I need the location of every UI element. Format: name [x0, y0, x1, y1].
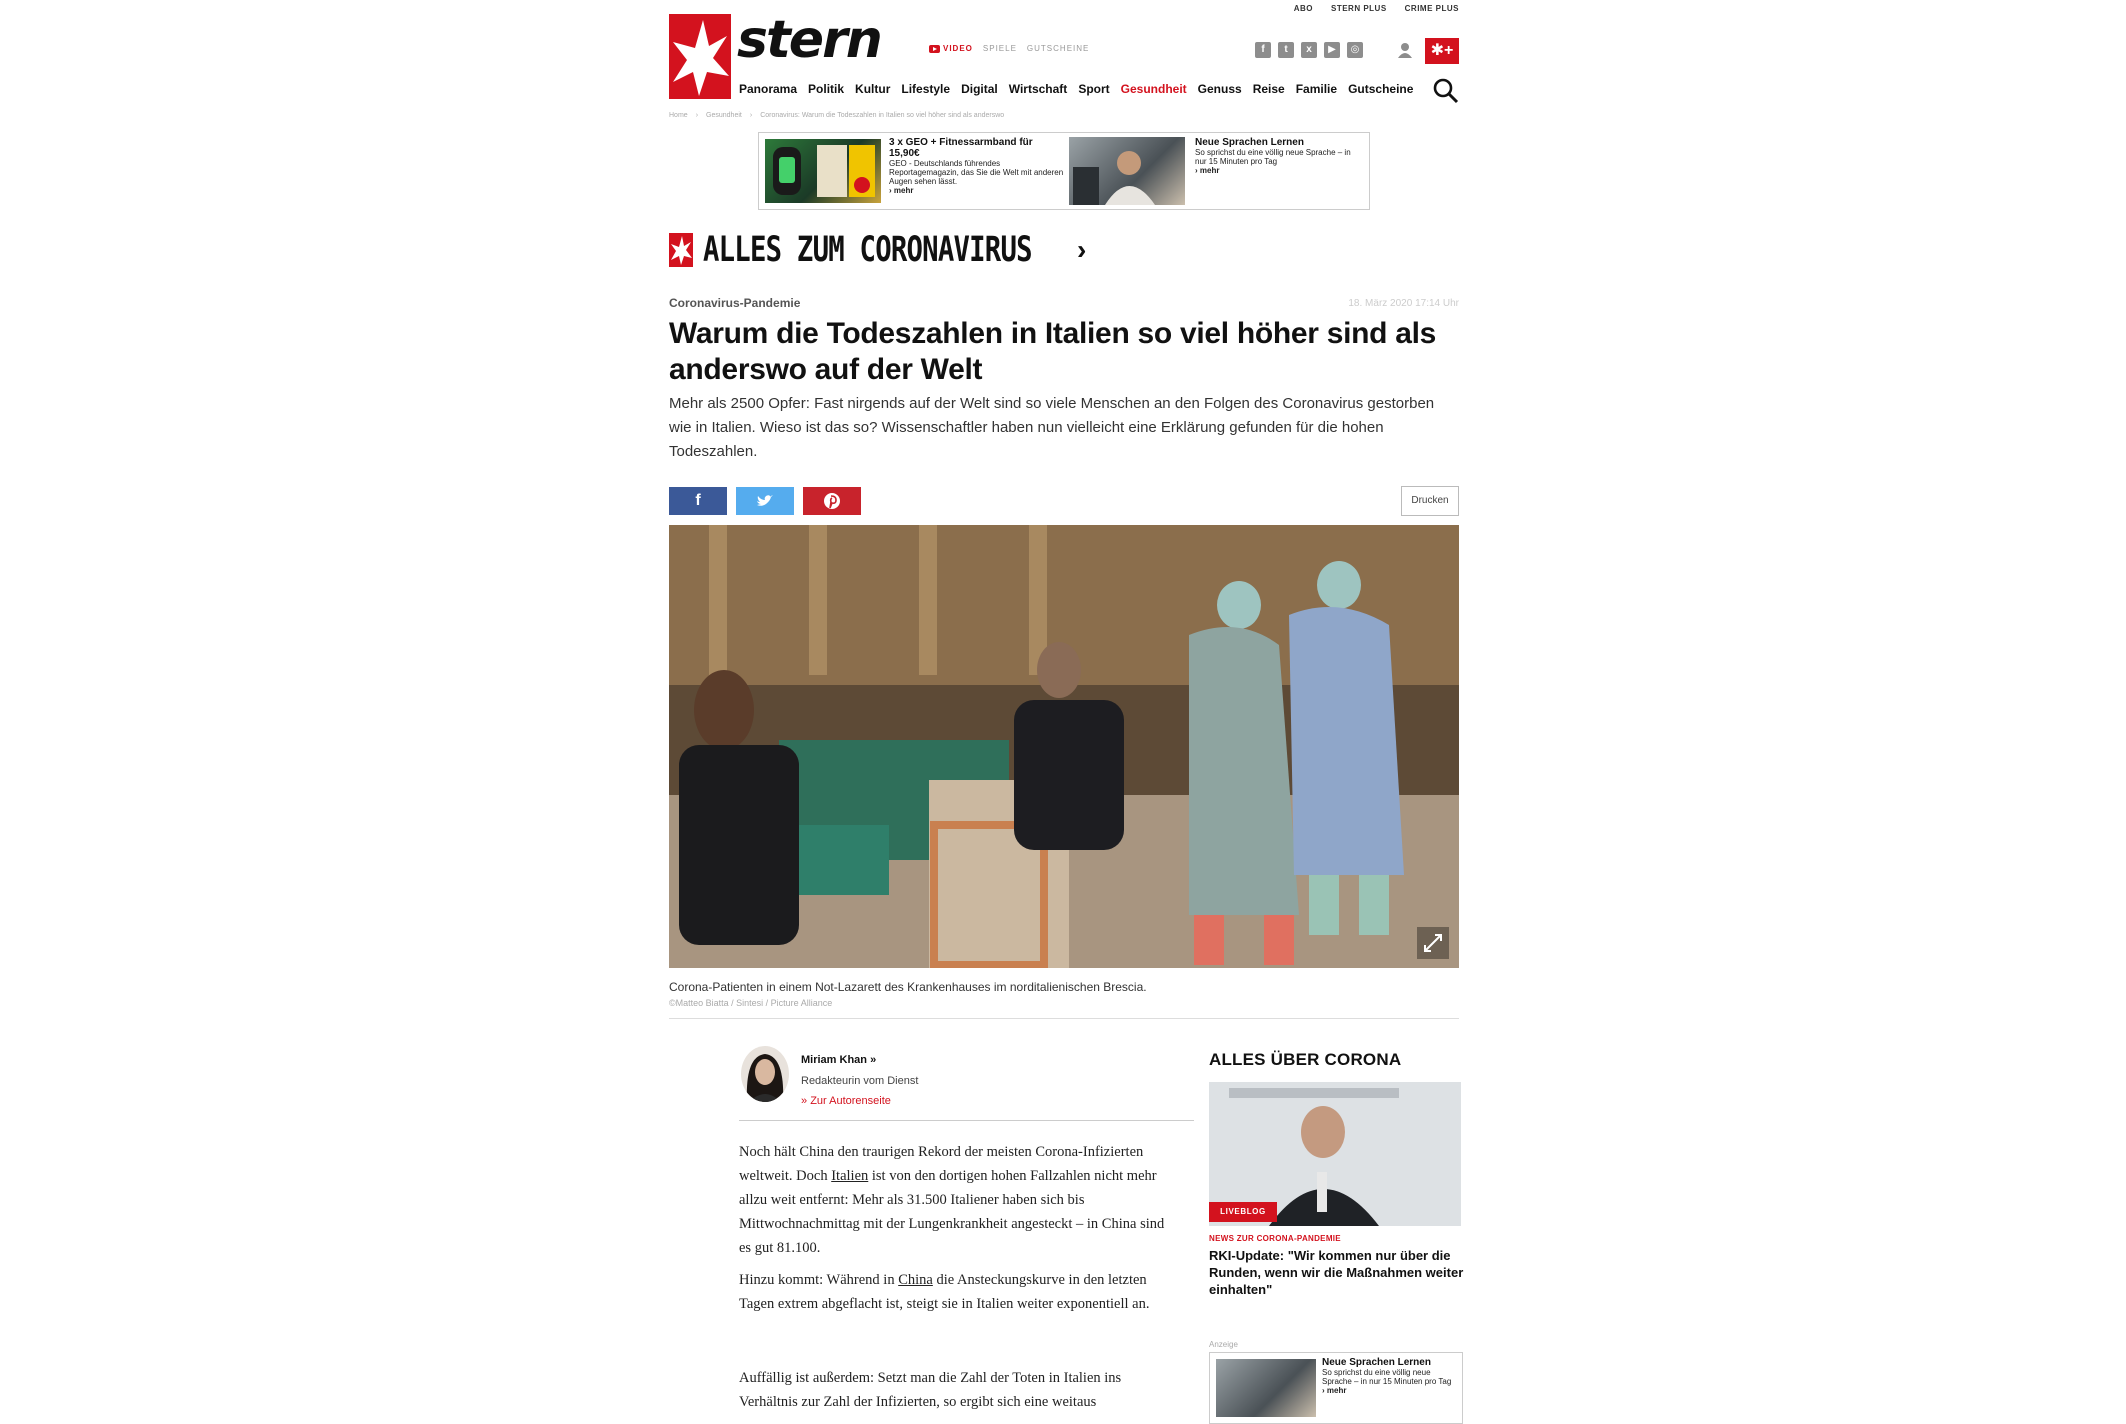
- nav-wirtschaft[interactable]: Wirtschaft: [1008, 82, 1068, 96]
- ad-right-title: Neue Sprachen Lernen: [1195, 137, 1304, 148]
- nav-familie[interactable]: Familie: [1295, 82, 1338, 96]
- user-icon[interactable]: [1397, 42, 1413, 58]
- geo-ad-image: [765, 139, 881, 203]
- nav-lifestyle[interactable]: Lifestyle: [901, 82, 951, 96]
- breadcrumb: Home › Gesundheit › Coronavirus: Warum die Todeszahlen in Italien so viel höher sind als anderswo: [669, 112, 1005, 119]
- nav-gutscheine[interactable]: Gutscheine: [1348, 82, 1414, 96]
- stern-plus-icon[interactable]: ✱+: [1425, 38, 1459, 64]
- article-teaser: Mehr als 2500 Opfer: Fast nirgends auf der Welt sind so viele Menschen an den Folgen des Coronavirus gestorben wie in Italien. Wieso ist das so? Wissenschaftler haben nun vielleicht eine Erklärung gefunden für die hohen Todeszahlen.: [669, 395, 1435, 460]
- facebook-share-button[interactable]: f: [669, 487, 727, 515]
- twitter-icon[interactable]: t: [1278, 42, 1294, 58]
- instagram-icon[interactable]: ◎: [1347, 42, 1363, 58]
- sidebar-ad-more[interactable]: › mehr: [1322, 1386, 1347, 1395]
- image-credit: ©Matteo Biatta / Sintesi / Picture Alliance: [669, 998, 833, 1008]
- nav-panorama[interactable]: Panorama: [739, 82, 798, 96]
- article-date: 18. März 2020 17:14 Uhr: [1348, 298, 1459, 309]
- author-name[interactable]: Miriam Khan »: [801, 1054, 877, 1066]
- nav-kultur[interactable]: Kultur: [855, 82, 891, 96]
- link-italien[interactable]: Italien: [831, 1168, 869, 1184]
- nav-genuss[interactable]: Genuss: [1197, 82, 1242, 96]
- link-china[interactable]: China: [898, 1272, 933, 1288]
- breadcrumb-current: Coronavirus: Warum die Todeszahlen in Italien so viel höher sind als anderswo: [760, 112, 1005, 119]
- image-caption: Corona-Patienten in einem Not-Lazarett des Krankenhauses im norditalienischen Brescia.: [669, 980, 1147, 994]
- nav-gesundheit[interactable]: Gesundheit: [1120, 82, 1187, 96]
- divider: [669, 1018, 1459, 1019]
- language-ad-image: [1069, 137, 1185, 205]
- top-ad[interactable]: [758, 132, 1370, 210]
- ad-right-text: So sprichst du eine völlig neue Sprache – in nur 15 Minuten pro Tag: [1195, 148, 1351, 166]
- twitter-share-button[interactable]: [736, 487, 794, 515]
- author-avatar[interactable]: [741, 1046, 789, 1102]
- gutscheine-link[interactable]: GUTSCHEINE: [1026, 44, 1090, 53]
- meta-nav-abo[interactable]: ABO: [1293, 4, 1313, 13]
- ad-right-more[interactable]: › mehr: [1195, 166, 1220, 175]
- ad-left-title: 3 x GEO + Fitnessarmband für 15,90€: [889, 137, 1033, 159]
- search-icon[interactable]: [1433, 78, 1459, 104]
- nav-digital[interactable]: Digital: [961, 82, 998, 96]
- sidebar-kicker: NEWS ZUR CORONA-PANDEMIE: [1209, 1234, 1341, 1243]
- nav-politik[interactable]: Politik: [808, 82, 845, 96]
- sidebar-headline[interactable]: RKI-Update: "Wir kommen nur über die Runden, wenn wir die Maßnahmen weiter einhalten": [1209, 1248, 1464, 1297]
- facebook-icon[interactable]: f: [1255, 42, 1271, 58]
- play-icon: [929, 45, 940, 53]
- page: [669, 0, 1464, 1418]
- hero-image[interactable]: [669, 525, 1459, 968]
- print-button[interactable]: Drucken: [1401, 486, 1459, 516]
- breadcrumb-home[interactable]: Home: [669, 112, 688, 119]
- corona-banner[interactable]: [669, 232, 1086, 268]
- ad-left-text: GEO - Deutschlands führendes Reportagemagazin, das Sie die Welt mit anderen Augen sehen lässt.: [889, 159, 1064, 186]
- xing-icon[interactable]: x: [1301, 42, 1317, 58]
- social-links: [1255, 42, 1363, 58]
- sidebar-title: ALLES ÜBER CORONA: [1209, 1050, 1402, 1069]
- stern-star-logo[interactable]: [669, 14, 731, 99]
- meta-nav-stern-plus[interactable]: STERN PLUS: [1330, 4, 1387, 13]
- author-role: Redakteurin vom Dienst: [801, 1075, 919, 1087]
- article-kicker: Coronavirus-Pandemie: [669, 296, 801, 310]
- main-nav: [739, 82, 1413, 96]
- youtube-icon[interactable]: ▶: [1324, 42, 1340, 58]
- meta-nav-crime-plus[interactable]: CRIME PLUS: [1404, 4, 1459, 13]
- article-headline: Warum die Todeszahlen in Italien so viel höher sind als anderswo auf der Welt: [669, 317, 1437, 386]
- double-chevron-icon: »: [801, 1095, 808, 1107]
- stern-wordmark[interactable]: stern: [737, 10, 881, 70]
- double-chevron-icon: »: [870, 1054, 877, 1066]
- breadcrumb-section[interactable]: Gesundheit: [706, 112, 742, 119]
- share-buttons: [669, 487, 861, 515]
- meta-nav: [1294, 4, 1459, 13]
- stern-star-icon: [669, 233, 693, 267]
- sidebar-ad[interactable]: [1209, 1352, 1463, 1424]
- pinterest-share-button[interactable]: [803, 487, 861, 515]
- video-link[interactable]: VIDEO: [929, 44, 973, 53]
- sidebar-ad-text: So sprichst du eine völlig neue Sprache – in nur 15 Minuten pro Tag: [1322, 1368, 1452, 1386]
- sidebar-ad-title: Neue Sprachen Lernen: [1322, 1357, 1431, 1368]
- body-paragraph-2: Hinzu kommt: Während in China die Ansteckungskurve in den letzten Tagen extrem abgeflacht ist, steigt sie in Italien weiter exponentiell an.: [739, 1272, 1150, 1312]
- body-paragraph-1: Noch hält China den traurigen Rekord der meisten Corona-Infizierten weltweit. Doch Italien ist von den dortigen hohen Fallzahlen nicht mehr allzu weit entfernt: Mehr als 31.500 Italiener haben sich bis Mittwochnachmittag mit der Lungenkrankheit angesteckt – in China sind es gut 81.100.: [739, 1144, 1165, 1256]
- sidebar-ad-image: [1216, 1359, 1316, 1417]
- liveblog-badge: LIVEBLOG: [1209, 1202, 1277, 1222]
- body-paragraph-3: Auffällig ist außerdem: Setzt man die Zahl der Toten in Italien ins Verhältnis zur Zahl der Infizierten, so ergibt sich eine weitaus: [739, 1370, 1122, 1410]
- nav-sport[interactable]: Sport: [1078, 82, 1110, 96]
- ad-label: Anzeige: [1209, 1340, 1238, 1349]
- ad-left-more[interactable]: › mehr: [889, 186, 914, 195]
- author-divider: [739, 1120, 1194, 1121]
- author-page-link[interactable]: » Zur Autorenseite: [801, 1095, 891, 1107]
- chevron-right-icon: ›: [1077, 234, 1087, 265]
- corona-banner-title: ALLES ZUM CORONAVIRUS: [703, 230, 1032, 270]
- nav-reise[interactable]: Reise: [1252, 82, 1285, 96]
- sub-nav: [929, 44, 1089, 53]
- spiele-link[interactable]: SPIELE: [982, 44, 1017, 53]
